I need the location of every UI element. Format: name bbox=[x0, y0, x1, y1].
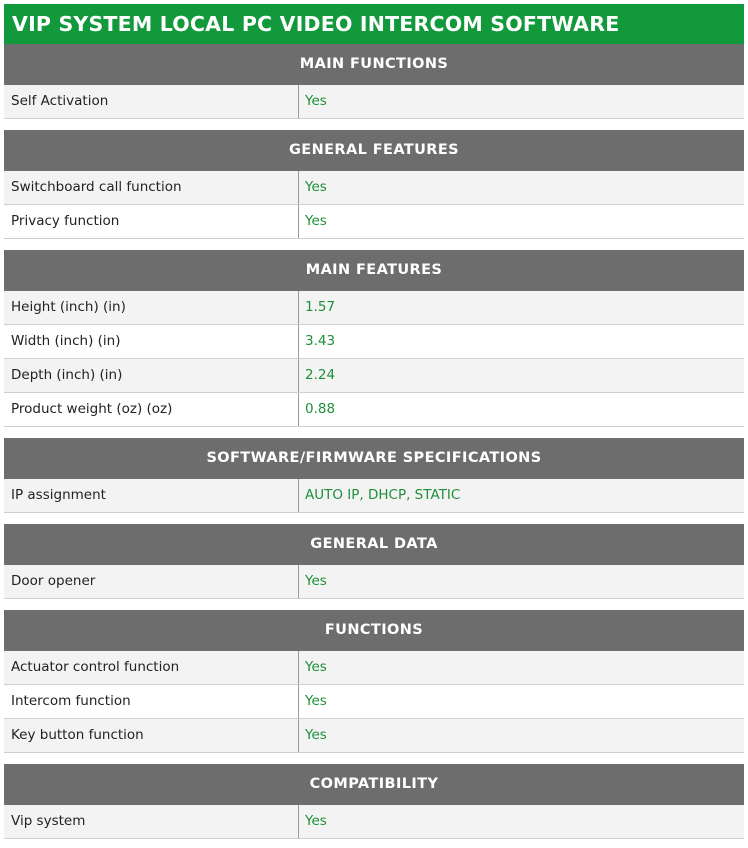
spec-row bbox=[4, 565, 744, 599]
section-software-firmware bbox=[4, 438, 744, 513]
spec-label: Door opener bbox=[4, 565, 299, 598]
section-compatibility bbox=[4, 764, 744, 839]
spec-value: 2.24 bbox=[305, 367, 336, 383]
spec-value: Yes bbox=[305, 727, 327, 743]
spec-value: Yes bbox=[305, 693, 327, 709]
spec-label: Height (inch) (in) bbox=[4, 291, 299, 324]
spec-label: Depth (inch) (in) bbox=[4, 359, 299, 392]
spec-row bbox=[4, 85, 744, 119]
spec-value: AUTO IP, DHCP, STATIC bbox=[305, 487, 461, 503]
section-heading: COMPATIBILITY bbox=[4, 764, 744, 805]
spec-label: Key button function bbox=[4, 719, 299, 752]
spec-row bbox=[4, 325, 744, 359]
section-heading: MAIN FUNCTIONS bbox=[4, 44, 744, 85]
section-heading: MAIN FEATURES bbox=[4, 250, 744, 291]
spec-label: Vip system bbox=[4, 805, 299, 838]
spec-label: Product weight (oz) (oz) bbox=[4, 393, 299, 426]
page-title: VIP SYSTEM LOCAL PC VIDEO INTERCOM SOFTWARE bbox=[4, 4, 744, 44]
spec-row bbox=[4, 479, 744, 513]
spec-value: Yes bbox=[305, 573, 327, 589]
spec-value: 1.57 bbox=[305, 299, 336, 315]
section-heading: SOFTWARE/FIRMWARE SPECIFICATIONS bbox=[4, 438, 744, 479]
spec-row bbox=[4, 805, 744, 839]
spec-value: 3.43 bbox=[305, 333, 336, 349]
spec-row bbox=[4, 171, 744, 205]
spec-value: Yes bbox=[305, 659, 327, 675]
spec-label: Self Activation bbox=[4, 85, 299, 118]
section-heading: GENERAL FEATURES bbox=[4, 130, 744, 171]
spec-row bbox=[4, 291, 744, 325]
section-main-functions bbox=[4, 44, 744, 119]
spec-label: IP assignment bbox=[4, 479, 299, 512]
spec-row bbox=[4, 651, 744, 685]
spec-row bbox=[4, 719, 744, 753]
spec-value: 0.88 bbox=[305, 401, 336, 417]
spec-sheet bbox=[4, 0, 744, 839]
spec-value: Yes bbox=[305, 179, 327, 195]
spec-row bbox=[4, 685, 744, 719]
spec-row bbox=[4, 359, 744, 393]
section-general-features bbox=[4, 130, 744, 239]
spec-label: Intercom function bbox=[4, 685, 299, 718]
section-functions bbox=[4, 610, 744, 753]
spec-row bbox=[4, 205, 744, 239]
spec-row bbox=[4, 393, 744, 427]
section-main-features bbox=[4, 250, 744, 427]
spec-value: Yes bbox=[305, 93, 327, 109]
spec-label: Switchboard call function bbox=[4, 171, 299, 204]
spec-value: Yes bbox=[305, 813, 327, 829]
spec-label: Privacy function bbox=[4, 205, 299, 238]
section-general-data bbox=[4, 524, 744, 599]
spec-value: Yes bbox=[305, 213, 327, 229]
section-heading: GENERAL DATA bbox=[4, 524, 744, 565]
section-heading: FUNCTIONS bbox=[4, 610, 744, 651]
spec-label: Width (inch) (in) bbox=[4, 325, 299, 358]
spec-label: Actuator control function bbox=[4, 651, 299, 684]
